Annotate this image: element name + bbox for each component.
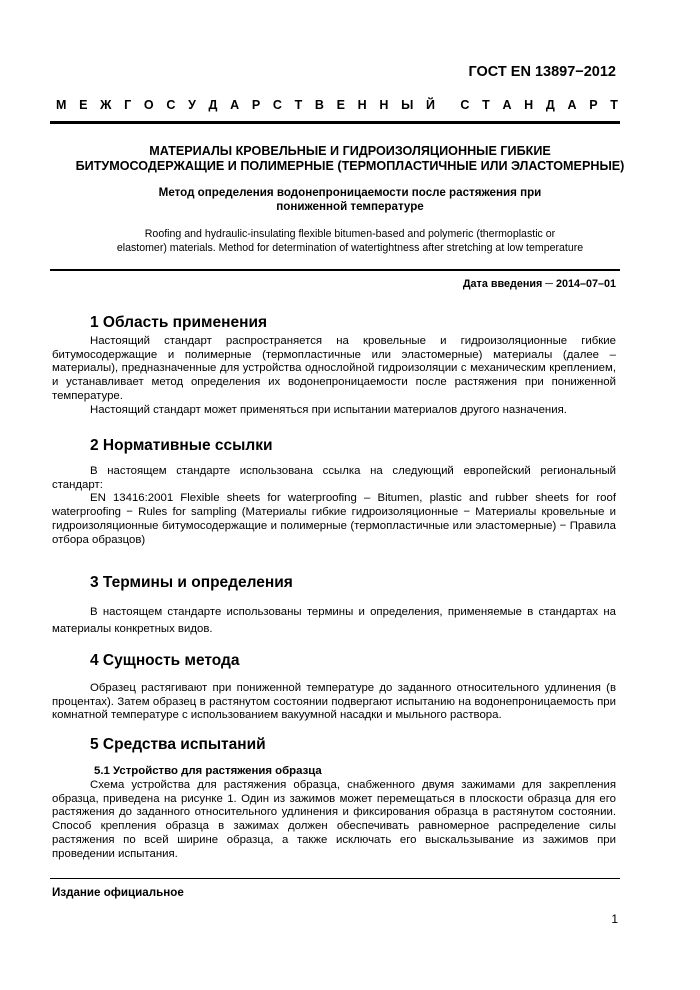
header-rule — [50, 121, 620, 124]
section-5-heading: 5 Средства испытаний — [90, 736, 266, 753]
title-line: БИТУМОСОДЕРЖАЩИЕ И ПОЛИМЕРНЫЕ (ТЕРМОПЛАСТИЧНЫЕ ИЛИ ЭЛАСТОМЕРНЫЕ) — [75, 159, 625, 173]
paragraph: Настоящий стандарт распространяется на кровельные и гидроизоляционные гибкие битумосодержащие и полимерные (термопластичные или эластомерные) материалы (далее – материалы), предназначенные для устройства однослойной гидроизоляции с механическим креплением, и устанавливает метод определения их водонепроницаемости после растяжения при пониженной температуре. — [52, 335, 616, 402]
heading-letter: А — [230, 98, 240, 112]
heading-letter: А — [502, 98, 512, 112]
english-title-line: Roofing and hydraulic-insulating flexible bitumen-based and polymeric (thermoplastic or — [144, 228, 556, 240]
english-title — [60, 227, 640, 255]
section-5-body — [52, 779, 616, 861]
section-4-heading: 4 Сущность метода — [90, 652, 240, 669]
section-1-heading: 1 Область применения — [90, 314, 268, 331]
heading-letter: Н — [524, 98, 534, 112]
document-code: ГОСТ EN 13897−2012 — [468, 64, 616, 80]
heading-letter: Т — [294, 98, 303, 112]
introduction-date: Дата введения ─ 2014–07–01 — [462, 278, 616, 290]
heading-letter: Т — [610, 98, 618, 112]
subsection-5-1-heading: 5.1 Устройство для растяжения образца — [94, 765, 322, 777]
heading-letter: Д — [208, 98, 218, 112]
paragraph: Образец растягивают при пониженной температуре до заданного относительного удлинения (в процентах). Затем образец в растянутом состоянии подвергают испытанию на водонепроницаемость при комнатной температуре с использованием вакуумной насадки и мыльного раствора. — [52, 682, 616, 722]
paragraph: EN 13416:2001 Flexible sheets for waterproofing – Bitumen, plastic and rubber sheets for roof waterproofing − Rules for sampling (Материалы гибкие гидроизоляционные − Материалы кровельные и гидроизоляционные битумосодержащие и полимерные (термопластичные или эластомерные) − Правила отбора образцов) — [52, 492, 616, 546]
title-line: МАТЕРИАЛЫ КРОВЕЛЬНЫЕ И ГИДРОИЗОЛЯЦИОННЫЕ ГИБКИЕ — [149, 144, 551, 158]
heading-letter: Й — [426, 98, 436, 112]
heading-letter: Ы — [401, 98, 414, 112]
heading-letter: С — [460, 98, 470, 112]
subtitle-line: пониженной температуре — [276, 200, 424, 213]
page-number: 1 — [611, 912, 618, 926]
paragraph: В настоящем стандарте использованы термины и определения, применяемые в стандартах на материалы конкретных видов. — [52, 606, 616, 635]
section-2-body — [52, 465, 616, 547]
heading-letter: Р — [589, 98, 598, 112]
document-title — [60, 144, 640, 174]
section-1-body — [52, 335, 616, 417]
heading-letter: В — [314, 98, 324, 112]
official-edition-label: Издание официальное — [52, 886, 184, 899]
heading-letter: Т — [482, 98, 490, 112]
section-3-heading: 3 Термины и определения — [90, 574, 293, 591]
heading-letter: Д — [545, 98, 555, 112]
paragraph: Настоящий стандарт может применяться при испытании материалов другого назначения. — [90, 403, 567, 416]
heading-letter: Г — [124, 98, 132, 112]
paragraph: В настоящем стандарте использована ссылка на следующий европейский региональный стандарт: — [52, 465, 616, 491]
heading-letter: Е — [79, 98, 88, 112]
heading-letter: Р — [251, 98, 261, 112]
section-2-heading: 2 Нормативные ссылки — [90, 437, 273, 454]
section-3-body — [52, 604, 616, 638]
heading-letter: С — [166, 98, 176, 112]
english-title-line: elastomer) materials. Method for determination of watertightness after stretching at low temperature — [116, 242, 584, 254]
heading-letter: А — [567, 98, 577, 112]
subtitle-line: Метод определения водонепроницаемости после растяжения при — [158, 186, 542, 199]
document-subtitle — [60, 186, 640, 214]
heading-letter: У — [188, 98, 196, 112]
title-rule — [50, 269, 620, 271]
heading-letter: Ж — [100, 98, 112, 112]
heading-letter: С — [272, 98, 282, 112]
interstate-standard-heading — [56, 98, 618, 112]
section-4-body — [52, 682, 616, 723]
heading-letter: Н — [357, 98, 367, 112]
footer-rule — [50, 878, 620, 879]
heading-letter: Е — [336, 98, 345, 112]
paragraph: Схема устройства для растяжения образца, снабженного двумя зажимами для закрепления образца, приведена на рисунке 1. Один из зажимов может перемещаться в плоскости образца для его растяжения до заданного относительного удлинения и фиксирования образца в растянутом состоянии. Способ крепления образца в зажимах должен обеспечивать равномерное распределение силы растяжения по всей ширине образца, а также исключать его выскальзывание из зажимов при проведении испытания. — [52, 779, 616, 860]
heading-letter: М — [56, 98, 67, 112]
heading-letter: Н — [379, 98, 389, 112]
heading-letter: О — [143, 98, 154, 112]
